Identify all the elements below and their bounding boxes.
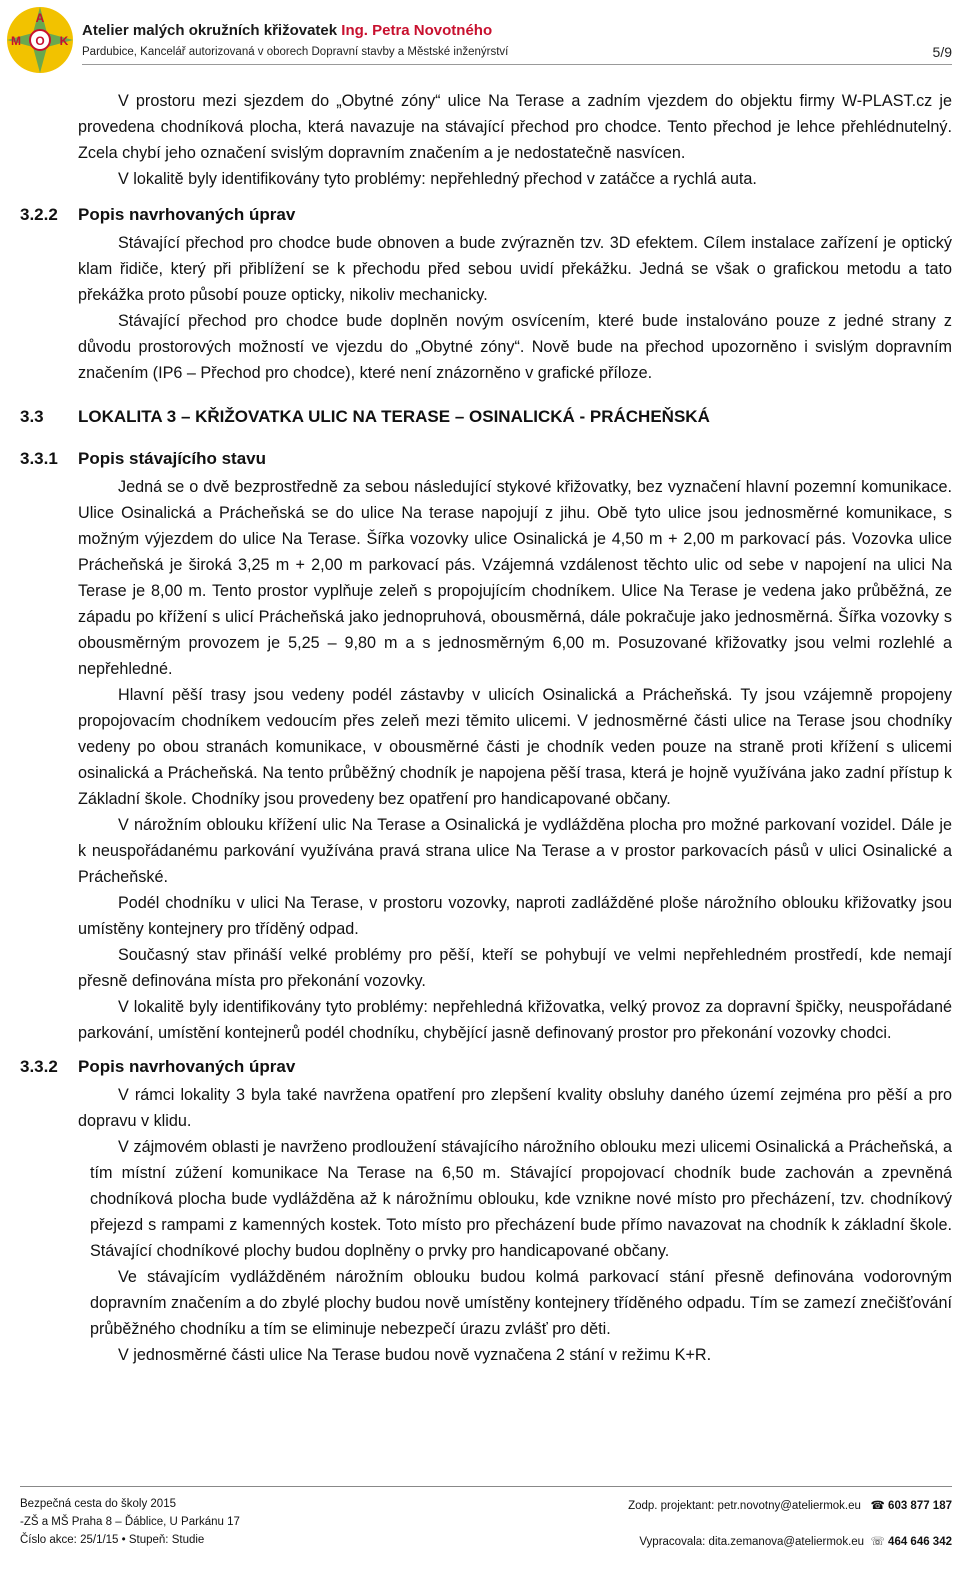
section-heading: 3.2.2 Popis navrhovaných úprav	[20, 205, 296, 224]
header-subtitle: Pardubice, Kancelář autorizovaná v oborech Dopravní stavby a Městské inženýrství	[82, 46, 509, 58]
paragraph: V jednosměrné části ulice Na Terase budou nově vyznačena 2 stání v režimu K+R.	[118, 1346, 712, 1364]
telephone-icon: ☏	[870, 1536, 885, 1548]
svg-text:A: A	[35, 11, 45, 25]
page-number: 5/9	[932, 44, 952, 60]
phone-icon: ☎	[870, 1500, 885, 1512]
footer-responsible-designer: Zodp. projektant: petr.novotny@ateliermok.eu ☎ 603 877 187	[628, 1500, 952, 1512]
company-logo	[4, 4, 76, 76]
paragraph: Ve stávajícím vydlážděném nárožním oblouku budou kolmá parkovací stání přesně definována vodorovným dopravním značením a do zbylé plochy budou nově umístěny kontejnery tříděného odpadu. Tím se zamezí znečišťování průběžného chodníku a tím se eliminuje nebezpečí úrazu zvlášť pro děti.	[90, 1268, 952, 1338]
paragraph: V zájmovém oblasti je navrženo prodloužení stávajícího nárožního oblouku mezi ulicemi Osinalická a Prácheňská, a tím místní zúžení komunikace Na Terase na 6,50 m. Stávající propojovací chodník bude zachován a zpevněná chodníková plocha bude vydlážděna až k nárožnímu oblouku, kde vznikne nové místo pro přecházení, tzv. chodníkový přejezd s rampami z kamenných kostek. Toto místo pro přecházení bude přímo navazovat na chodník k základní škole. Stávající chodníkové plochy budou doplněny o prvky pro handicapované občany.	[90, 1138, 952, 1260]
section-heading: 3.3 LOKALITA 3 – KŘIŽOVATKA ULIC NA TERASE – OSINALICKÁ - PRÁCHEŇSKÁ	[20, 407, 710, 426]
svg-text:K: K	[59, 34, 69, 48]
paragraph: V prostoru mezi sjezdem do „Obytné zóny“ ulice Na Terase a zadním vjezdem do objektu firmy W-PLAST.cz je provedena chodníková plocha, která navazuje na stávající přechod pro chodce. Tento přechod je lehce přehlédnutelný. Zcela chybí jeho označení svislým dopravním značením a je nedostatečně nasvícen.	[78, 92, 952, 162]
paragraph: Hlavní pěší trasy jsou vedeny podél zástavby v ulicích Osinalická a Prácheňská. Ty jsou vzájemně propojeny propojovacím chodníkem vedoucím přes zeleň mezi těmito ulicemi. V jednosměrné části ulice na Terase jsou chodníky vedeny po obou stranách komunikace, v obousměrné části je chodník veden pouze na straně proti křížení s ulicemi osinalická a Prácheňská. Na tento průběžný chodník je napojena pěší trasa, která je hojně využívána jako zadní přístup k Základní škole. Chodníky jsou provedeny bez opatření pro handicapované občany.	[78, 686, 952, 808]
paragraph: V rámci lokality 3 byla také navržena opatření pro zlepšení kvality obsluhy daného území zejména pro pěší a pro dopravu v klidu.	[78, 1086, 952, 1130]
paragraph: Stávající přechod pro chodce bude doplněn novým osvícením, které bude instalováno pouze z jedné strany z důvodu prostorových možností ve vjezdu do „Obytné zóny“. Nově bude na přechod upozorněno i svislým dopravním značením (IP6 – Přechod pro chodce), které není znázorněno v grafické příloze.	[78, 312, 952, 382]
page-header	[0, 0, 960, 82]
paragraph: V nárožním oblouku křížení ulic Na Terase a Osinalická je vydlážděna plocha pro možné parkovaní vozidel. Dále je k neuspořádanému parkování využívána pravá strana ulice Na Terase a v prostor parkovacích pásů v ulici Osinalické a Prácheňské.	[78, 816, 952, 886]
header-title: Atelier malých okružních křižovatek Ing. Petra Novotného	[82, 22, 493, 39]
paragraph: Stávající přechod pro chodce bude obnoven a bude zvýrazněn tzv. 3D efektem. Cílem instalace zařízení je optický klam řidiče, který při přiblížení se k přechodu před sebou uvidí překážku. Jedná se však o grafickou metodu a tato překážka proto působí pouze opticky, nikoliv mechanicky.	[78, 234, 952, 304]
section-heading: 3.3.2 Popis navrhovaných úprav	[20, 1057, 296, 1076]
page-footer	[0, 1486, 960, 1571]
footer-project: Bezpečná cesta do školy 2015	[20, 1498, 176, 1510]
footer-divider	[20, 1486, 952, 1487]
paragraph: Současný stav přináší velké problémy pro pěší, kteří se pohybují ve velmi nepřehledném prostředí, kde nemají přesně definována místa pro překonání vozovky.	[78, 946, 952, 990]
footer-prepared-by: Vypracovala: dita.zemanova@ateliermok.eu ☏ 464 646 342	[639, 1536, 952, 1548]
svg-text:M: M	[11, 34, 21, 48]
footer-action-number: Číslo akce: 25/1/15 • Stupeň: Studie	[20, 1534, 205, 1546]
paragraph: Podél chodníku v ulici Na Terase, v prostoru vozovky, naproti zadlážděné ploše nárožního oblouku křižovatky jsou umístěny kontejnery pro tříděný odpad.	[78, 894, 952, 938]
paragraph: Jedná se o dvě bezprostředně za sebou následující stykové křižovatky, bez vyznačení hlavní pozemní komunikace. Ulice Osinalická a Prácheňská se do ulice Na terase napojují z jihu. Obě tyto ulice jsou jednosměrné komunikace, s možným výjezdem do ulice Na Terase. Šířka vozovky ulice Osinalická je 4,50 m + 2,00 m parkovací pás. Vozovka ulice Prácheňská je široká 3,25 m + 2,00 m parkovací pás. Vzájemná vzdálenost těchto ulic od sebe v napojení na ulici Na Terase je 8,00 m. Tento prostor vyplňuje zeleň s propojujícím chodníkem. Ulice Na Terase je vedena jako průběžná, ze západu po křížení s ulicí Prácheňská jako jednopruhová, obousměrná, dále pokračuje jako jednosměrná. Šířka vozovky s obousměrným provozem je 5,25 – 9,80 m a s jednosměrným 6,00 m. Posuzované křižovatky jsou velmi rozlehlé a nepřehledné.	[78, 478, 952, 678]
section-heading: 3.3.1 Popis stávajícího stavu	[20, 449, 267, 468]
header-divider	[82, 64, 952, 65]
svg-text:O: O	[35, 34, 45, 48]
paragraph: V lokalitě byly identifikovány tyto problémy: nepřehledný přechod v zatáčce a rychlá auta.	[118, 170, 757, 188]
paragraph: V lokalitě byly identifikovány tyto problémy: nepřehledná křižovatka, velký provoz za dopravní špičky, neuspořádané parkování, umístění kontejnerů podél chodníku, chybějící jasně definovaný prostor pro překonání vozovky chodci.	[78, 998, 952, 1042]
footer-school: -ZŠ a MŠ Praha 8 – Ďáblice, U Parkánu 17	[20, 1516, 240, 1528]
document-body	[0, 88, 960, 1368]
